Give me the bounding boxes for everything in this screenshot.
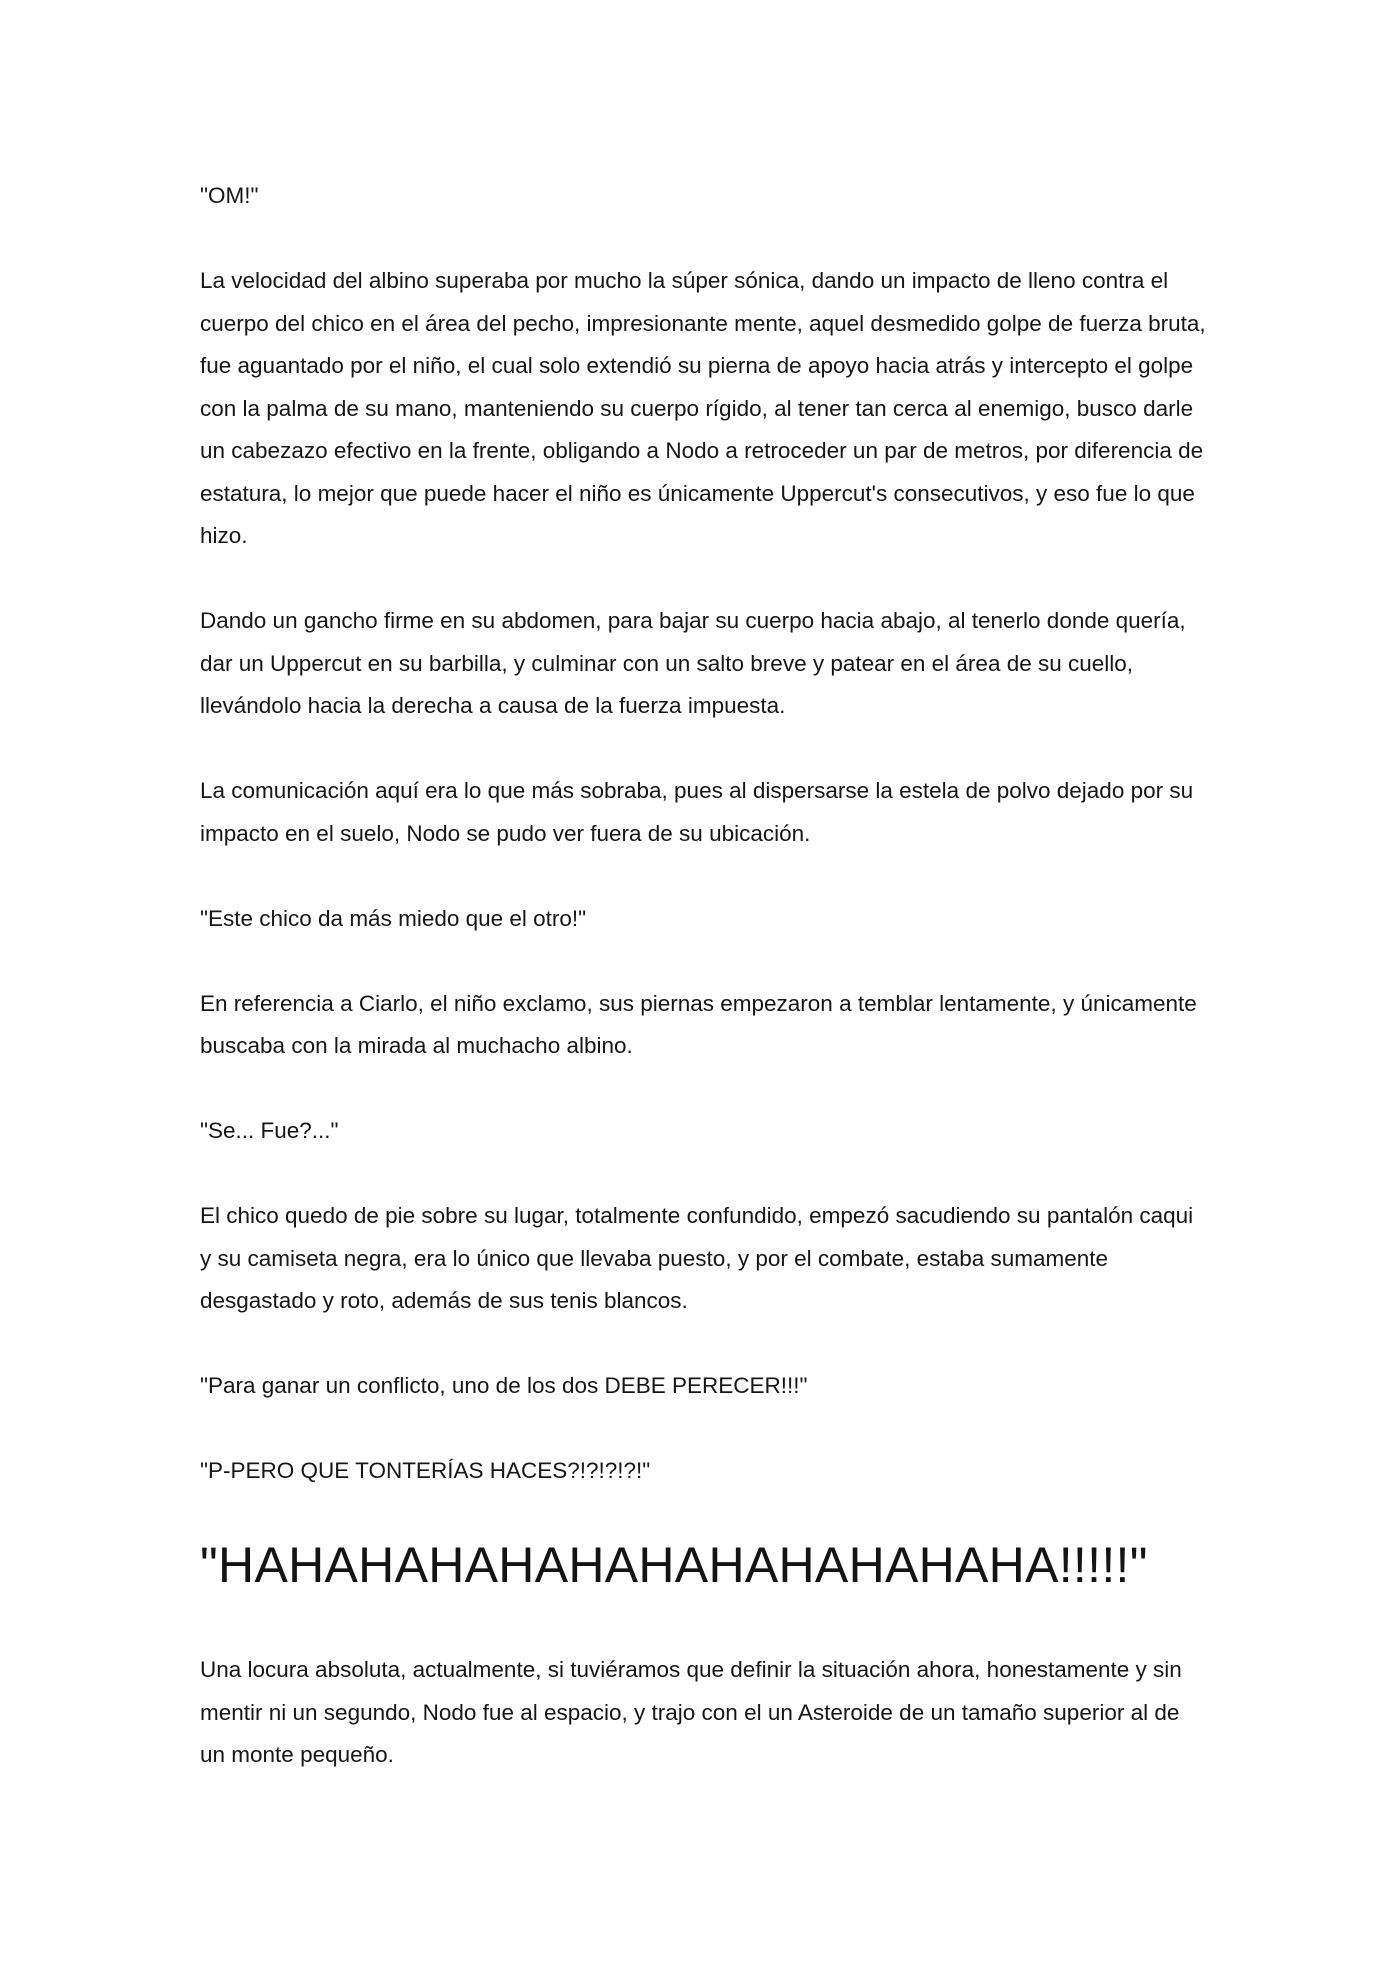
paragraph-comunicacion: La comunicación aquí era lo que más sobraba, pues al dispersarse la estela de polvo dejado por su impacto en el suelo, Nodo se pudo ver fuera de su ubicación. — [200, 778, 1194, 846]
paragraph-tonterias: "P-PERO QUE TONTERÍAS HACES?!?!?!?!" — [200, 1458, 651, 1483]
paragraph-chico-de-pie: El chico quedo de pie sobre su lugar, totalmente confundido, empezó sacudiendo su pantalón caqui y su camiseta negra, era lo único que llevaba puesto, y por el combate, estaba sumamente desgastado y roto, además de sus tenis blancos. — [200, 1203, 1194, 1313]
paragraph-se-fue: "Se... Fue?..." — [200, 1118, 339, 1143]
shout-laugh: "HAHAHAHAHAHAHAHAHAHAHAHA!!!!!" — [200, 1537, 1148, 1593]
paragraph-perecer: "Para ganar un conflicto, uno de los dos DEBE PERECER!!!" — [200, 1373, 808, 1398]
paragraph-om: "OM!" — [200, 183, 259, 208]
document-body — [200, 175, 1210, 1819]
paragraph-miedo: "Este chico da más miedo que el otro!" — [200, 905, 587, 931]
paragraph-referencia: En referencia a Ciarlo, el niño exclamo, sus piernas empezaron a temblar lentamente, y únicamente buscaba con la mirada al muchacho albino. — [200, 990, 1197, 1058]
paragraph-gancho: Dando un gancho firme en su abdomen, para bajar su cuerpo hacia abajo, al tenerlo donde quería, dar un Uppercut en su barbilla, y culminar con un salto breve y patear en el área de su cuello, llevándolo hacia la derecha a causa de la fuerza impuesta. — [200, 608, 1186, 718]
paragraph-locura: Una locura absoluta, actualmente, si tuviéramos que definir la situación ahora, honestamente y sin mentir ni un segundo, Nodo fue al espacio, y trajo con el un Asteroide de un tamaño superior al de un monte pequeño. — [200, 1657, 1182, 1767]
paragraph-velocidad: La velocidad del albino superaba por mucho la súper sónica, dando un impacto de lleno contra el cuerpo del chico en el área del pecho, impresionante mente, aquel desmedido golpe de fuerza bruta, fue aguantado por el niño, el cual solo extendió su pierna de apoyo hacia atrás y intercepto el golpe con la palma de su mano, manteniendo su cuerpo rígido, al tener tan cerca al enemigo, busco darle un cabezazo efectivo en la frente, obligando a Nodo a retroceder un par de metros, por diferencia de estatura, lo mejor que puede hacer el niño es únicamente Uppercut's consecutivos, y eso fue lo que hizo. — [200, 268, 1206, 548]
